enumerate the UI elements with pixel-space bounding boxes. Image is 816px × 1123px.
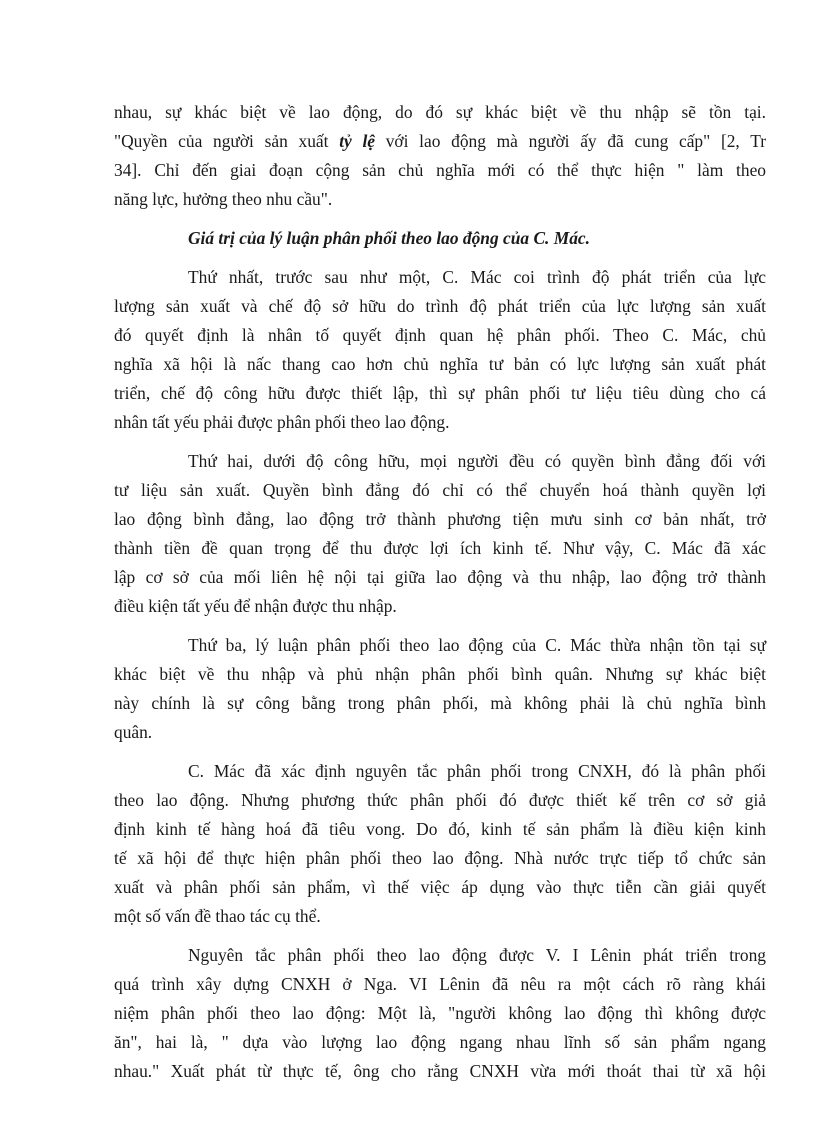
text-line: theo lao động. Nhưng phương thức phân phối đó được thiết kế trên cơ sở giả [114, 790, 766, 810]
text-line: này chính là sự công bằng trong phân phối, mà không phải là chủ nghĩa bình [114, 693, 766, 713]
text-line: đó quyết định là nhân tố quyết định quan hệ phân phối. Theo C. Mác, chủ [114, 325, 766, 345]
text-line: tư liệu sản xuất. Quyền bình đẳng đó chỉ có thể chuyển hoá thành quyền lợi [114, 480, 766, 500]
text-line: Thứ ba, lý luận phân phối theo lao động của C. Mác thừa nhận tồn tại sự [188, 635, 766, 655]
text-line: lập cơ sở của mối liên hệ nội tại giữa lao động và thu nhập, lao động trở thành [114, 567, 766, 587]
text-line: lao động bình đẳng, lao động trở thành phương tiện mưu sinh cơ bản nhất, trở [114, 509, 766, 529]
emphasis-text: tỷ lệ [339, 131, 376, 151]
text-line: tế xã hội để thực hiện phân phối theo lao động. Nhà nước trực tiếp tổ chức sản [114, 848, 766, 868]
section-heading: Giá trị của lý luận phân phối theo lao động của C. Mác. [188, 228, 590, 248]
paragraph-first [114, 263, 766, 437]
paragraph-fifth [114, 941, 766, 1086]
text-span: với lao động mà người ấy đã cung cấp" [2, Tr [375, 131, 766, 151]
text-line: ăn", hai là, " dựa vào lượng lao động ngang nhau lĩnh số sản phẩm ngang [114, 1032, 766, 1052]
text-line: một số vấn đề thao tác cụ thể. [114, 906, 321, 926]
text-line: nghĩa xã hội là nấc thang cao hơn chủ nghĩa tư bản có lực lượng sản xuất phát [114, 354, 766, 374]
text-line: 34]. Chỉ đến giai đoạn cộng sản chủ nghĩa mới có thể thực hiện " làm theo [114, 160, 766, 180]
text-line: thành tiền đề quan trọng để thu được lợi ích kinh tế. Như vậy, C. Mác đã xác [114, 538, 766, 558]
document-page [114, 98, 766, 1096]
text-line: niệm phân phối theo lao động: Một là, "người không lao động thì không được [114, 1003, 766, 1023]
text-line: quá trình xây dựng CNXH ở Nga. VI Lênin đã nêu ra một cách rõ ràng khái [114, 974, 766, 994]
paragraph-fourth [114, 757, 766, 931]
text-line [114, 127, 766, 156]
text-line: năng lực, hưởng theo nhu cầu". [114, 189, 333, 209]
text-line: xuất và phân phối sản phẩm, vì thế việc áp dụng vào thực tiễn cần giải quyết [114, 877, 766, 897]
paragraph-third [114, 631, 766, 747]
text-line: quân. [114, 722, 153, 742]
text-line: định kinh tế hàng hoá đã tiêu vong. Do đó, kinh tế sản phẩm là điều kiện kinh [114, 819, 766, 839]
text-line: điều kiện tất yếu để nhận được thu nhập. [114, 596, 397, 616]
text-line: khác biệt về thu nhập và phủ nhận phân phối bình quân. Nhưng sự khác biệt [114, 664, 766, 684]
text-line: lượng sản xuất và chế độ sở hữu do trình độ phát triển của lực lượng sản xuất [114, 296, 766, 316]
paragraph-intro [114, 98, 766, 214]
text-line: C. Mác đã xác định nguyên tắc phân phối trong CNXH, đó là phân phối [188, 761, 766, 781]
text-line: triển, chế độ công hữu được thiết lập, thì sự phân phối tư liệu tiêu dùng cho cá [114, 383, 766, 403]
text-line: nhau, sự khác biệt về lao động, do đó sự khác biệt về thu nhập sẽ tồn tại. [114, 102, 766, 122]
text-line: Thứ hai, dưới độ công hữu, mọi người đều có quyền bình đẳng đối với [188, 451, 766, 471]
text-line: nhau." Xuất phát từ thực tế, ông cho rằng CNXH vừa mới thoát thai từ xã hội [114, 1061, 766, 1081]
text-line: nhân tất yếu phải được phân phối theo lao động. [114, 412, 450, 432]
paragraph-second [114, 447, 766, 621]
text-line: Thứ nhất, trước sau như một, C. Mác coi trình độ phát triển của lực [188, 267, 766, 287]
text-span: "Quyền của người sản xuất [114, 131, 340, 151]
text-line: Nguyên tắc phân phối theo lao động được V. I Lênin phát triển trong [188, 945, 766, 965]
